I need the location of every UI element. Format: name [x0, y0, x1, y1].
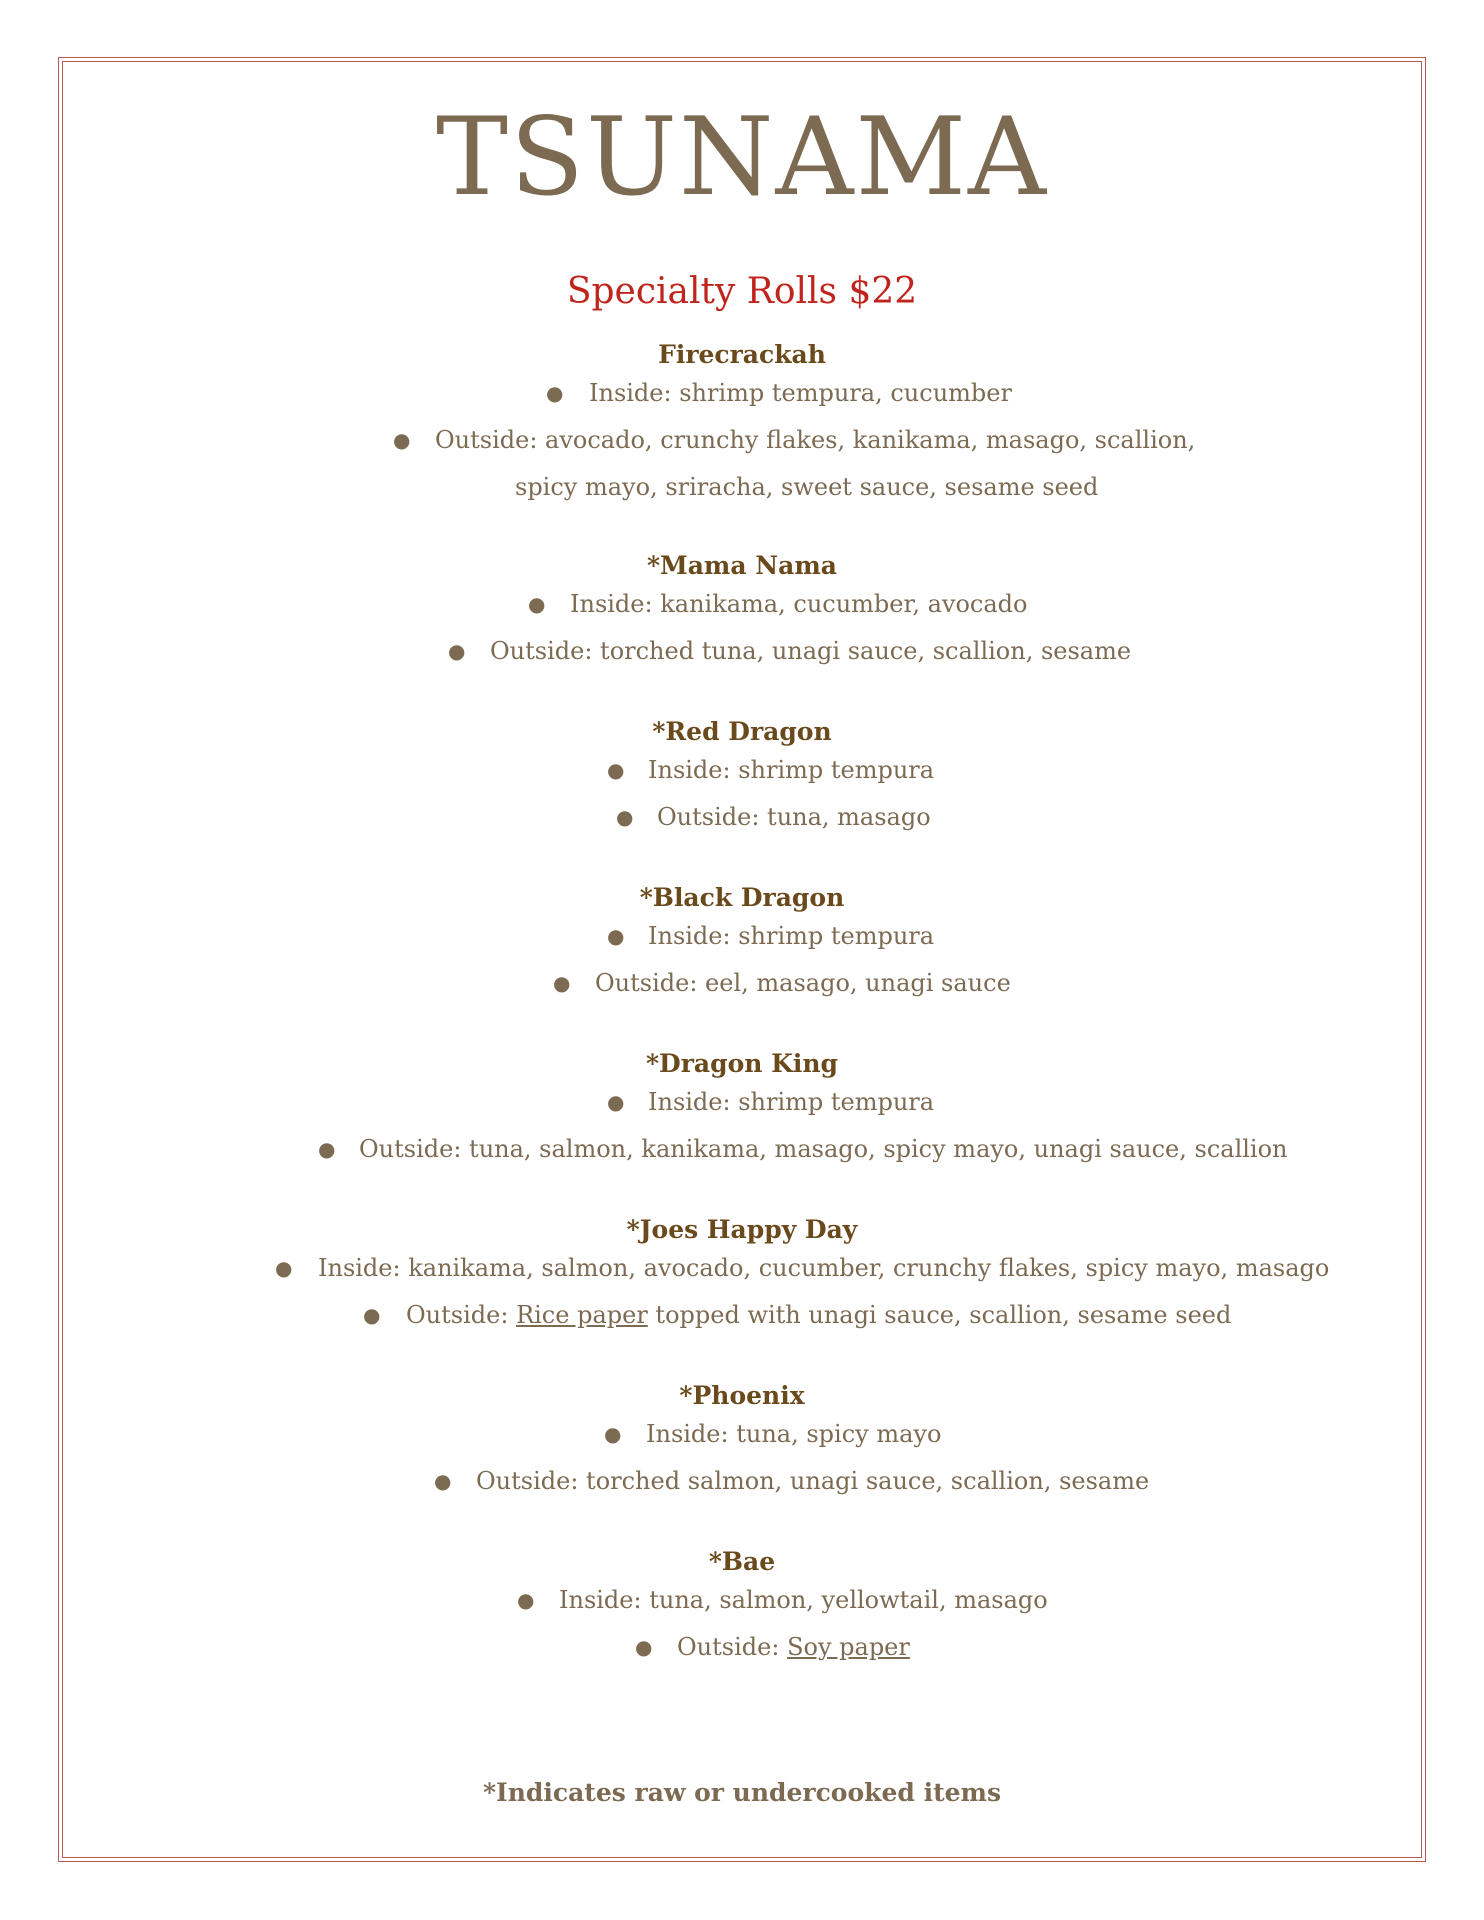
- section-heading: Specialty Rolls $22: [566, 271, 918, 312]
- outside-prefix: Outside:: [406, 1301, 517, 1329]
- roll-inside: Inside: shrimp tempura: [648, 756, 935, 784]
- bullet-icon: ●: [363, 1303, 381, 1327]
- roll-name-mama-nama: *Mama Nama: [646, 551, 837, 580]
- bullet-icon: ●: [604, 1422, 622, 1446]
- restaurant-title: TSUNAMA: [435, 95, 1049, 220]
- bullet-icon: ●: [635, 1635, 653, 1659]
- bullet-icon: ●: [607, 924, 625, 948]
- bullet-icon: ●: [434, 1469, 452, 1493]
- roll-outside: Outside: torched tuna, unagi sauce, scallion, sesame: [490, 637, 1132, 665]
- bullet-icon: ●: [607, 1090, 625, 1114]
- bullet-icon: ●: [528, 592, 546, 616]
- roll-name-dragon-king: *Dragon King: [645, 1049, 839, 1078]
- bullet-icon: ●: [517, 1588, 535, 1612]
- bullet-icon: ●: [448, 639, 466, 663]
- roll-outside: Outside: eel, masago, unagi sauce: [595, 969, 1011, 997]
- roll-outside: Outside: torched salmon, unagi sauce, scallion, sesame: [476, 1467, 1150, 1495]
- bullet-icon: ●: [393, 428, 411, 452]
- roll-inside: Inside: kanikama, cucumber, avocado: [570, 590, 1028, 618]
- roll-name-phoenix: *Phoenix: [679, 1381, 805, 1410]
- bullet-icon: ●: [318, 1137, 336, 1161]
- roll-inside: Inside: shrimp tempura: [648, 1088, 935, 1116]
- outside-underlined: Rice paper: [516, 1301, 648, 1329]
- roll-inside: Inside: tuna, spicy mayo: [646, 1420, 942, 1448]
- roll-inside: Inside: shrimp tempura, cucumber: [589, 379, 1012, 407]
- roll-name-red-dragon: *Red Dragon: [652, 717, 832, 746]
- outside-prefix: Outside:: [677, 1633, 788, 1661]
- roll-outside: Outside: tuna, salmon, kanikama, masago, spicy mayo, unagi sauce, scallion: [359, 1135, 1288, 1163]
- roll-name-bae: *Bae: [708, 1547, 776, 1576]
- outside-suffix: topped with unagi sauce, scallion, sesame seed: [647, 1301, 1232, 1329]
- bullet-icon: ●: [607, 758, 625, 782]
- bullet-icon: ●: [616, 805, 634, 829]
- roll-inside: Inside: shrimp tempura: [648, 922, 935, 950]
- bullet-icon: ●: [275, 1256, 293, 1280]
- roll-outside: [677, 1631, 910, 1663]
- roll-inside: Inside: tuna, salmon, yellowtail, masago: [559, 1586, 1048, 1614]
- bullet-icon: ●: [546, 381, 564, 405]
- roll-outside: [406, 1299, 1231, 1331]
- roll-outside-continued: spicy mayo, sriracha, sweet sauce, sesame seed: [515, 473, 1099, 501]
- roll-name-black-dragon: *Black Dragon: [639, 883, 845, 912]
- bullet-icon: ●: [553, 971, 571, 995]
- roll-inside: Inside: kanikama, salmon, avocado, cucumber, crunchy flakes, spicy mayo, masago: [318, 1254, 1330, 1282]
- roll-outside: Outside: tuna, masago: [657, 803, 931, 831]
- raw-items-footnote: *Indicates raw or undercooked items: [482, 1778, 1002, 1807]
- outside-underlined: Soy paper: [787, 1633, 910, 1661]
- roll-name-joes-happy-day: *Joes Happy Day: [626, 1215, 858, 1244]
- roll-name-firecrackah: Firecrackah: [658, 340, 826, 369]
- roll-outside: Outside: avocado, crunchy flakes, kanikama, masago, scallion,: [435, 426, 1196, 454]
